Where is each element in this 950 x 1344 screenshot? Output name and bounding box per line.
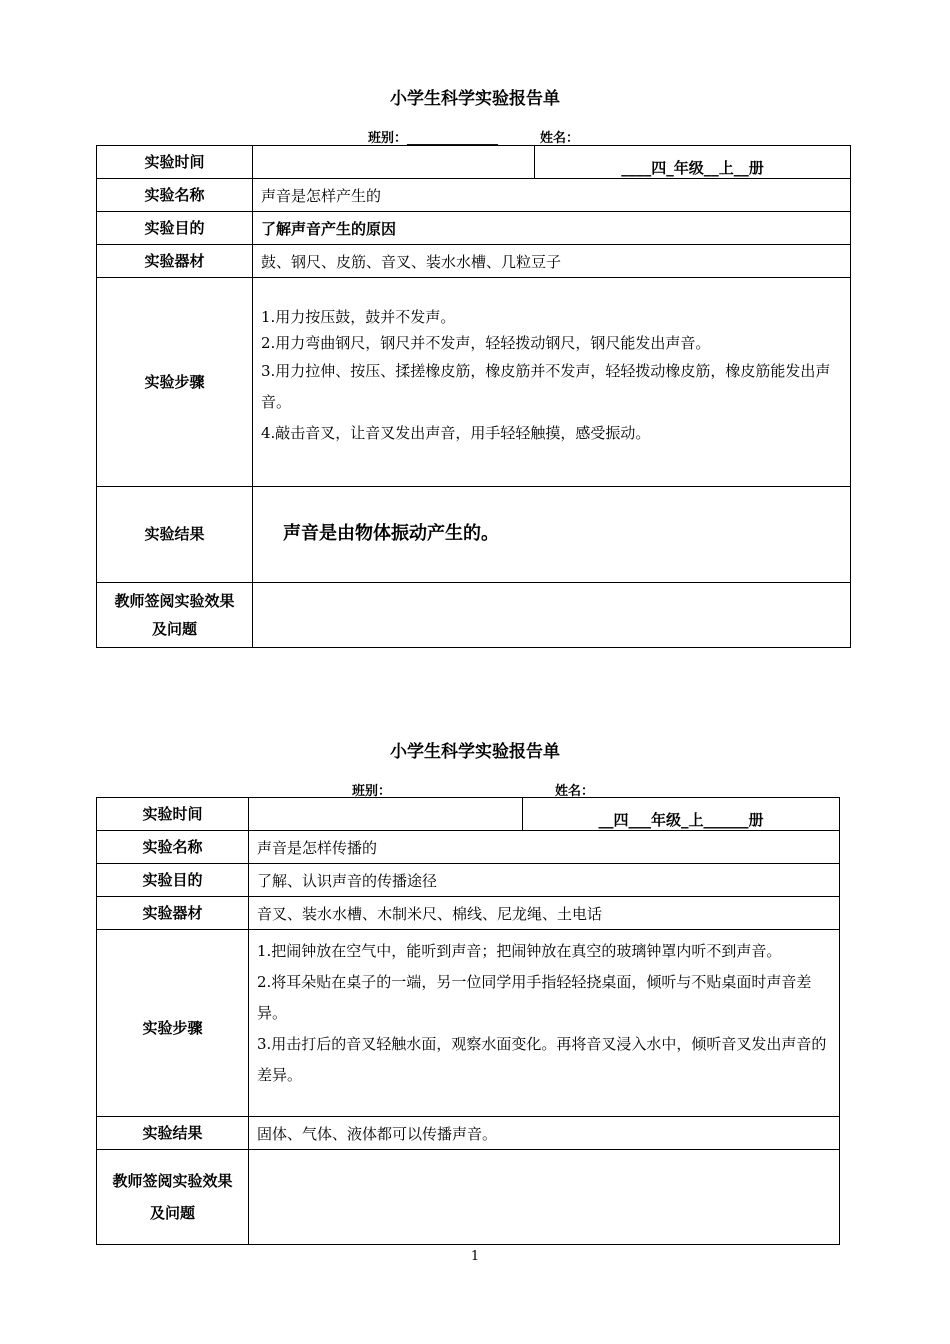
purpose-label: 实验目的 (97, 212, 253, 245)
step-item: 3.用力拉伸、按压、揉搓橡皮筋，橡皮筋并不发声，轻轻拨动橡皮筋，橡皮筋能发出声音。 (261, 361, 831, 411)
result-value: 固体、气体、液体都可以传播声音。 (249, 1117, 840, 1150)
teacher-label (97, 583, 253, 648)
experiment-name-row (97, 179, 851, 212)
result-label: 实验结果 (97, 487, 253, 583)
step-item: 2.将耳朵贴在桌子的一端，另一位同学用手指轻轻挠桌面，倾听与不贴桌面时声音差异。 (257, 973, 812, 1022)
time-value[interactable] (253, 146, 535, 179)
class-label: 班别： (352, 784, 392, 799)
purpose-value: 了解、认识声音的传播途径 (249, 864, 840, 897)
equipment-value: 鼓、钢尺、皮筋、音叉、装水水槽、几粒豆子 (253, 245, 851, 278)
teacher-label-line1: 教师签阅实验效果 (114, 592, 235, 610)
result-row (97, 1117, 840, 1150)
step-item: 1.用力按压鼓，鼓并不发声。 (261, 307, 456, 326)
experiment-name-value: 声音是怎样传播的 (249, 831, 840, 864)
equipment-value: 音叉、装水水槽、木制米尺、棉线、尼龙绳、土电话 (249, 897, 840, 930)
report2-title: 小学生科学实验报告单 (390, 742, 560, 762)
report2-table (96, 797, 840, 1245)
time-row (97, 146, 851, 179)
purpose-label: 实验目的 (97, 864, 249, 897)
experiment-name-label: 实验名称 (97, 179, 253, 212)
teacher-row (97, 583, 851, 648)
step-item: 1.把闹钟放在空气中，能听到声音；把闹钟放在真空的玻璃钟罩内听不到声音。 (257, 942, 782, 960)
experiment-name-value: 声音是怎样产生的 (253, 179, 851, 212)
result-row (97, 487, 851, 583)
steps-list (253, 278, 851, 487)
teacher-label-line2: 及问题 (149, 1204, 195, 1222)
step-item: 4.敲击音叉，让音叉发出声音，用手轻轻触摸，感受振动。 (261, 423, 651, 442)
teacher-value[interactable] (253, 583, 851, 648)
grade-value: __四___年级_上______册 (523, 798, 840, 831)
steps-row (97, 278, 851, 487)
experiment-name-row (97, 831, 840, 864)
report1-title: 小学生科学实验报告单 (390, 89, 560, 109)
steps-list (249, 930, 840, 1117)
equipment-label: 实验器材 (97, 897, 249, 930)
class-blank[interactable]: ______________ (391, 784, 483, 799)
purpose-row (97, 212, 851, 245)
result-label: 实验结果 (97, 1117, 249, 1150)
time-row (97, 798, 840, 831)
time-label: 实验时间 (97, 146, 253, 179)
teacher-row (97, 1150, 840, 1245)
purpose-row (97, 864, 840, 897)
equipment-label: 实验器材 (97, 245, 253, 278)
step-item: 3.用击打后的音叉轻触水面，观察水面变化。再将音叉浸入水中，倾听音叉发出声音的差异。 (257, 1035, 827, 1084)
page-number: 1 (470, 1249, 480, 1264)
teacher-label-line1: 教师签阅实验效果 (112, 1172, 233, 1190)
time-label: 实验时间 (97, 798, 249, 831)
time-value[interactable] (249, 798, 523, 831)
steps-row (97, 930, 840, 1117)
purpose-value: 了解声音产生的原因 (253, 212, 851, 245)
grade-value: ____四_年级__上__册 (535, 146, 851, 179)
report1-name-label: 姓名： (540, 131, 580, 146)
equipment-row (97, 245, 851, 278)
class-blank[interactable]: ______________ (407, 131, 499, 146)
teacher-value[interactable] (249, 1150, 840, 1245)
result-value: 声音是由物体振动产生的。 (253, 487, 851, 583)
step-item: 2.用力弯曲钢尺，钢尺并不发声，轻轻拨动钢尺，钢尺能发出声音。 (261, 333, 711, 352)
report1-table (96, 145, 851, 648)
steps-label: 实验步骤 (97, 278, 253, 487)
class-label: 班别： (368, 131, 408, 146)
report2-name-label: 姓名： (555, 784, 595, 799)
teacher-label-line2: 及问题 (151, 620, 197, 638)
teacher-label (97, 1150, 249, 1245)
steps-label: 实验步骤 (97, 930, 249, 1117)
experiment-name-label: 实验名称 (97, 831, 249, 864)
equipment-row (97, 897, 840, 930)
report1-class-info (368, 127, 498, 146)
